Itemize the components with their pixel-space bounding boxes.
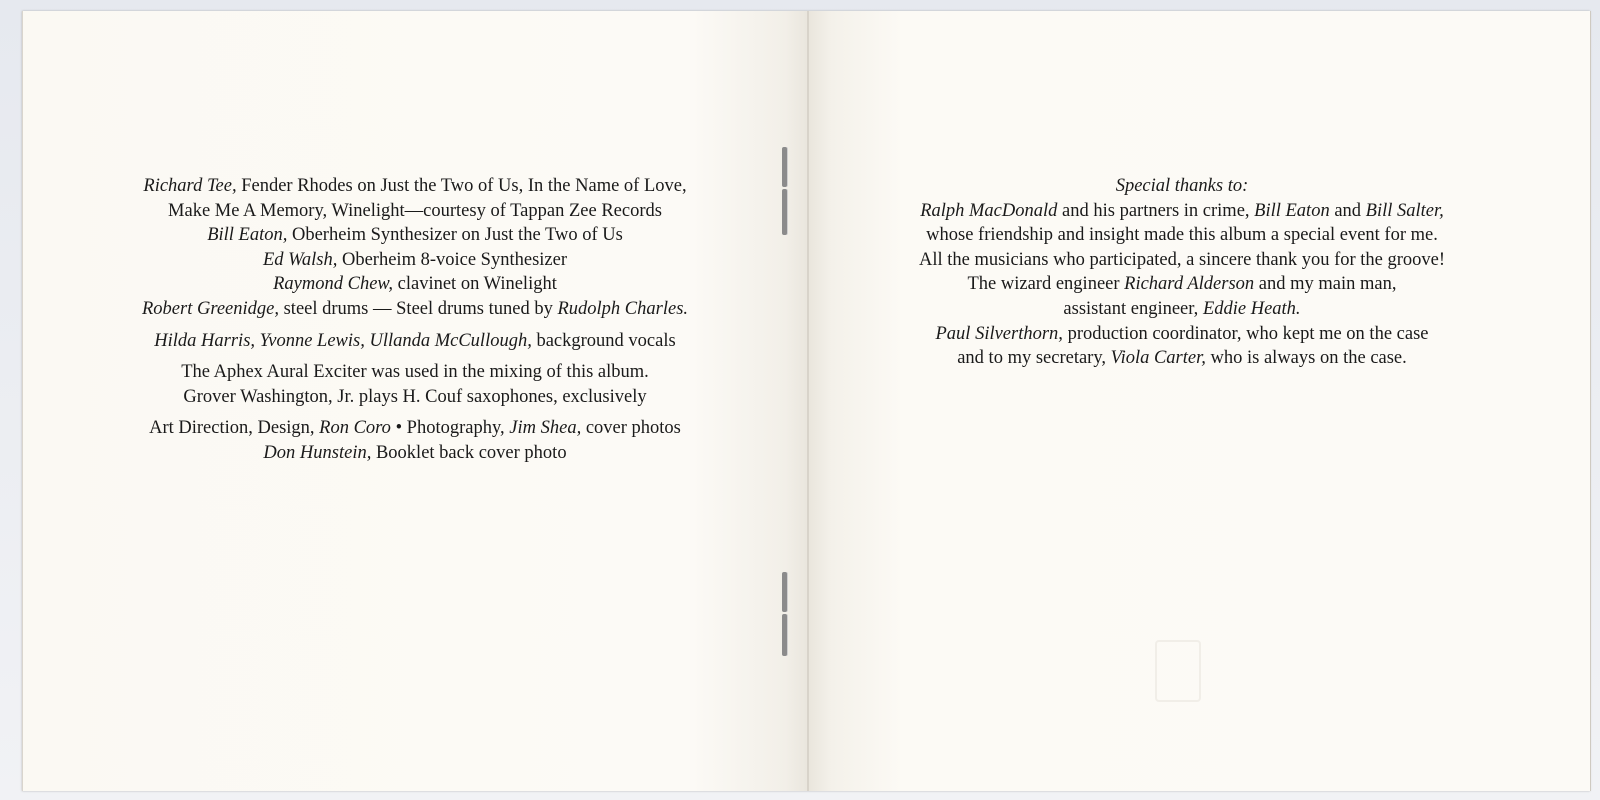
credit-role: cover photos <box>581 418 681 439</box>
credit-role: Oberheim 8-voice Synthesizer <box>337 249 567 270</box>
credit-name: Raymond Chew, <box>273 274 394 295</box>
thanks-heading: Special thanks to: <box>1115 176 1249 196</box>
thanks-line <box>852 297 1512 322</box>
thanks-line <box>852 322 1512 347</box>
thanks-text: and to my secretary, <box>957 348 1111 369</box>
booklet-spine <box>807 11 809 791</box>
thanks-line: whose friendship and insight made this album a special event for me. <box>926 225 1438 246</box>
thanks-text: and my main man, <box>1254 274 1397 295</box>
staple <box>782 614 787 656</box>
credit-line <box>70 199 760 224</box>
thanks-text: The wizard engineer <box>967 274 1125 295</box>
thanks-name: Bill Salter, <box>1365 200 1444 221</box>
credit-name: Hilda Harris, Yvonne Lewis, Ullanda McCullough, <box>154 330 532 351</box>
thanks-text: assistant engineer, <box>1063 298 1203 319</box>
credit-line <box>70 385 760 410</box>
credit-name: Ron Coro <box>319 418 391 439</box>
staple <box>782 572 787 612</box>
credit-line <box>70 360 760 385</box>
credit-name: Don Hunstein, <box>263 442 372 463</box>
credit-line <box>70 329 760 354</box>
thanks-name: Paul Silverthorn, <box>935 323 1063 344</box>
staple <box>782 189 787 235</box>
thanks-line <box>852 272 1512 297</box>
thanks-line: All the musicians who participated, a sincere thank you for the groove! <box>918 249 1446 270</box>
thanks-block <box>852 174 1512 371</box>
show-through-logo <box>1155 640 1201 702</box>
thanks-text: production coordinator, who kept me on the case <box>1062 323 1429 344</box>
thanks-name: Ralph MacDonald <box>920 200 1058 221</box>
credit-role: Booklet back cover photo <box>371 442 567 463</box>
credit-role: The Aphex Aural Exciter was used in the mixing of this album. <box>181 362 649 383</box>
thanks-name: Eddie Heath. <box>1202 298 1301 319</box>
thanks-name: Bill Eaton <box>1254 200 1330 221</box>
staple <box>782 147 787 187</box>
credit-role: clavinet on Winelight <box>393 274 557 295</box>
thanks-text: and his partners in crime, <box>1057 200 1255 221</box>
credit-role: Art Direction, Design, <box>149 418 320 439</box>
credit-line <box>70 174 760 199</box>
thanks-name: Richard Alderson <box>1124 274 1255 295</box>
credit-role: background vocals <box>531 330 676 351</box>
credit-name: Jim Shea, <box>509 418 582 439</box>
credit-line <box>70 297 760 322</box>
credit-role: steel drums — Steel drums tuned by <box>278 298 558 319</box>
credits-block <box>70 174 760 466</box>
credit-name: Robert Greenidge, <box>141 298 279 319</box>
credit-name: Richard Tee, <box>143 176 237 196</box>
thanks-text: who is always on the case. <box>1205 348 1407 369</box>
credit-name: Ed Walsh, <box>263 249 338 270</box>
credit-role: • Photography, <box>390 418 510 439</box>
credit-role: Grover Washington, Jr. plays H. Couf saxophones, exclusively <box>183 386 647 407</box>
credit-name: Rudolph Charles. <box>557 298 689 319</box>
credit-role: Fender Rhodes on Just the Two of Us, In the Name of Love, <box>236 176 687 196</box>
thanks-line <box>852 199 1512 224</box>
credit-line <box>70 248 760 273</box>
credit-line <box>70 272 760 297</box>
credit-role: Make Me A Memory, Winelight—courtesy of Tappan Zee Records <box>168 200 662 221</box>
credit-role: Oberheim Synthesizer on Just the Two of Us <box>287 225 623 246</box>
credit-name: Bill Eaton, <box>207 225 288 246</box>
thanks-text: and <box>1329 200 1366 221</box>
thanks-line <box>852 346 1512 371</box>
credit-line <box>70 441 760 466</box>
thanks-name: Viola Carter, <box>1110 348 1206 369</box>
credit-line <box>70 223 760 248</box>
credit-line <box>70 416 760 441</box>
